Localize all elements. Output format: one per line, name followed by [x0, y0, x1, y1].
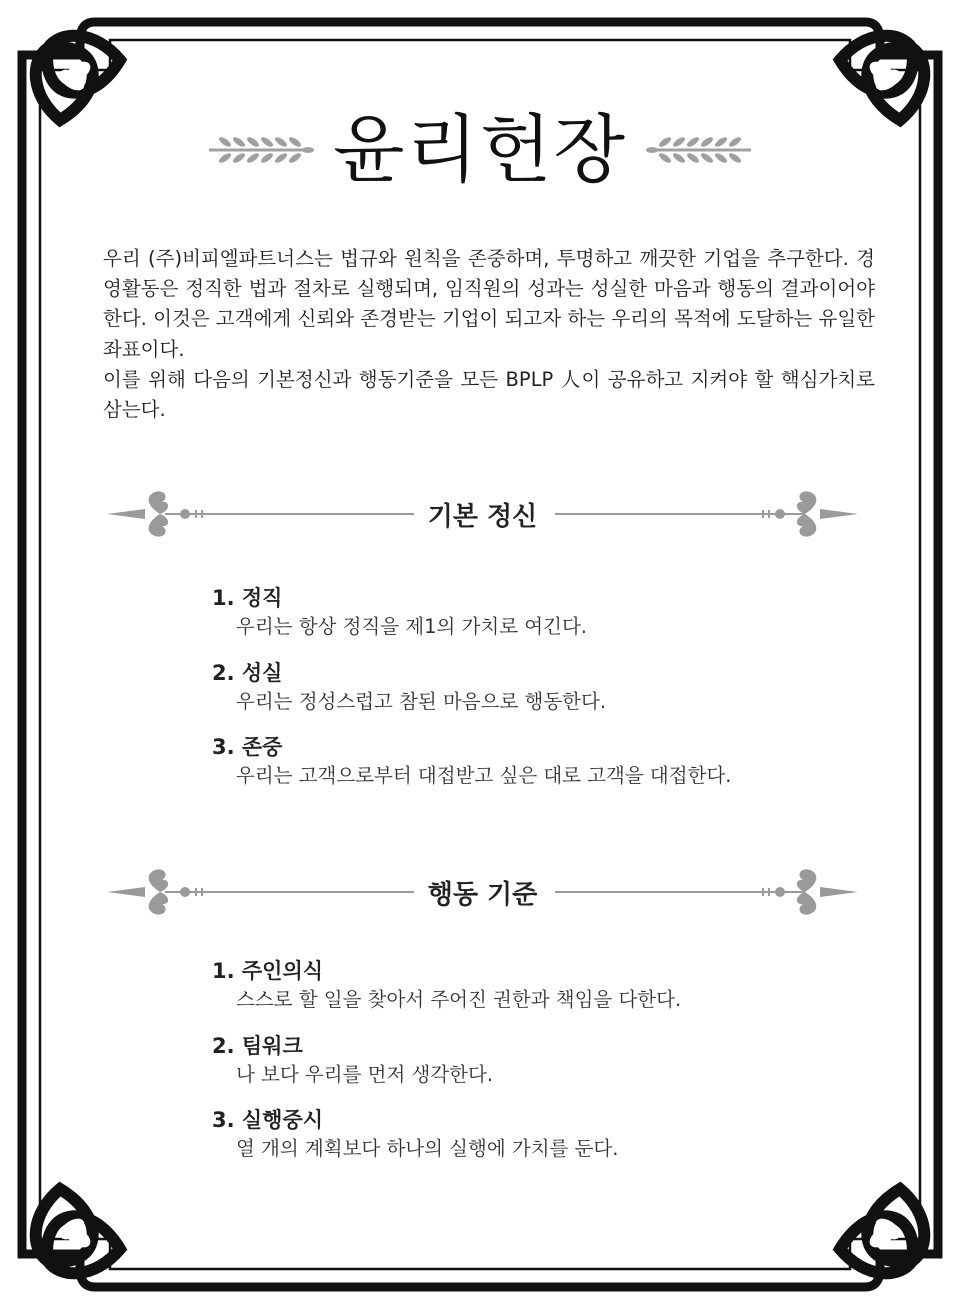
section-title: 기본 정신	[105, 484, 860, 544]
section-divider	[105, 862, 860, 922]
wheat-laurel-icon	[205, 130, 315, 170]
list-item	[212, 659, 852, 734]
item-title: 1. 주인의식	[212, 959, 324, 983]
wheat-laurel-icon	[645, 130, 755, 170]
item-description: 나 보다 우리를 먼저 생각한다.	[236, 1062, 494, 1086]
list-item	[212, 1106, 852, 1181]
code-of-conduct-list	[212, 957, 852, 1181]
item-description: 우리는 항상 정직을 제1의 가치로 여긴다.	[236, 615, 587, 638]
item-title: 1. 정직	[212, 586, 283, 610]
item-title: 3. 존중	[212, 735, 283, 759]
title-row	[0, 100, 960, 200]
item-description: 열 개의 계획보다 하나의 실행에 가치를 둔다.	[236, 1137, 619, 1160]
list-item	[212, 584, 852, 659]
intro-paragraph: 이를 위해 다음의 기본정신과 행동기준을 모든 BPLP 人이 공유하고 지켜야 할 핵심가치로 삼는다.	[103, 367, 875, 422]
intro-text	[103, 244, 875, 425]
item-title: 3. 실행중시	[212, 1108, 324, 1132]
item-title: 2. 팀워크	[212, 1033, 303, 1058]
list-item	[212, 957, 852, 1032]
item-description: 우리는 정성스럽고 참된 마음으로 행동한다.	[236, 689, 607, 713]
list-item	[212, 733, 852, 808]
intro-paragraph: 우리 (주)비피엘파트너스는 법규와 원칙을 존중하며, 투명하고 깨끗한 기업을 추구한다. 경영활동은 정직한 법과 절차로 실행되며, 임직원의 성과는 성실한 마음과 행동의 결과이어야 한다. 이것은 고객에게 신뢰와 존경받는 기업이 되고자 하는 우리의 목적에 도달하는 유일한 좌표이다.	[103, 247, 875, 361]
section-title: 행동 기준	[105, 862, 860, 922]
core-spirit-list	[212, 584, 852, 808]
page-title: 윤리헌장	[333, 107, 627, 193]
item-description: 우리는 고객으로부터 대접받고 싶은 대로 고객을 대접한다.	[236, 764, 732, 787]
list-item	[212, 1032, 852, 1107]
section-divider	[105, 484, 860, 544]
item-title: 2. 성실	[212, 660, 283, 685]
item-description: 스스로 할 일을 찾아서 주어진 권한과 책임을 다한다.	[236, 988, 682, 1011]
